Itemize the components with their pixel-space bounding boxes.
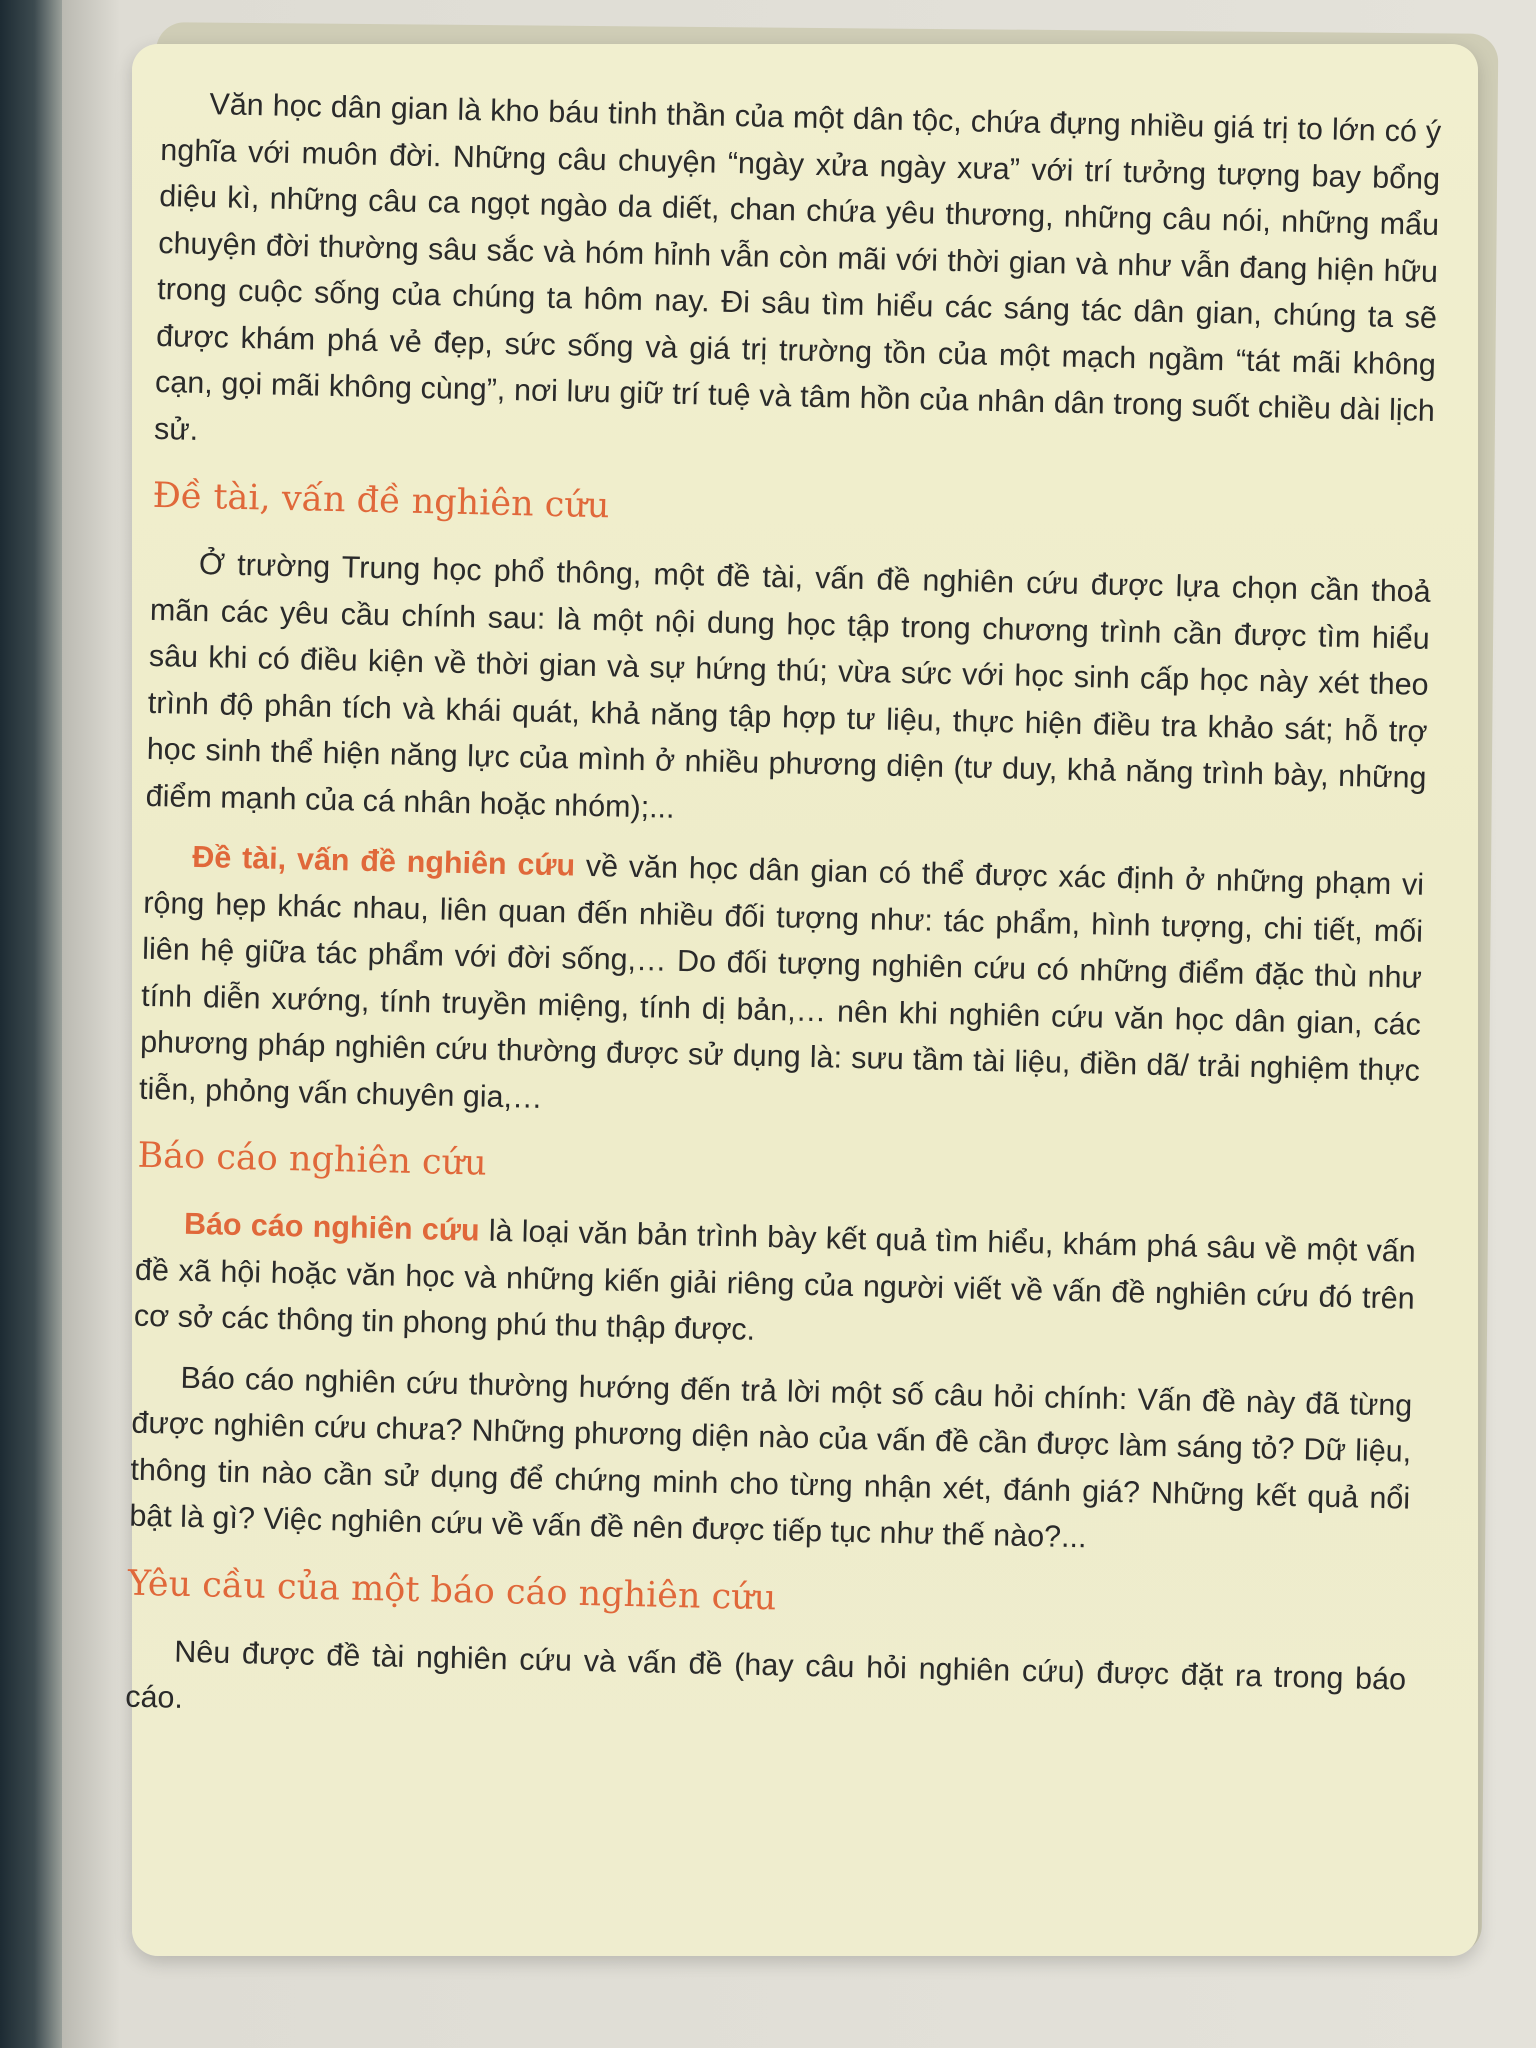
report-paragraph-1-text: là loại văn bản trình bày kết quả tìm hiểu, khám phá sâu về một vấn đề xã hội hoặc văn học và những kiến giải riêng của người viết về vấn đề nghiên cứu đó trên cơ sở các thông tin phong phú thu thập được. xyxy=(133,1213,1417,1347)
section-heading-topic: Đề tài, vấn đề nghiên cứu xyxy=(152,475,610,527)
report-paragraph-1 xyxy=(133,1200,1416,1369)
report-term: Báo cáo nghiên cứu xyxy=(183,1206,480,1248)
section-heading-report: Báo cáo nghiên cứu xyxy=(137,1135,488,1184)
book-spine xyxy=(0,0,62,2048)
text-card xyxy=(124,44,1478,1956)
topic-term: Đề tài, vấn đề nghiên cứu xyxy=(191,839,576,883)
topic-paragraph-2 xyxy=(139,833,1425,1141)
requirements-paragraph-1: Nêu được đề tài nghiên cứu và vấn đề (hay câu hỏi nghiên cứu) được đặt ra trong báo cáo. xyxy=(124,1634,1407,1715)
topic-paragraph-1: Ở trường Trung học phổ thông, một đề tài, vấn đề nghiên cứu được lựa chọn cần thoả mãn các yêu cầu chính sau: là một nội dung học tập trong chương trình cần được tìm hiểu sâu khi có điều kiện về thời gian và sự hứng thú; vừa sức với học sinh cấp học này xét theo trình độ phân tích và khái quát, khả năng tập hợp tư liệu, thực hiện điều tra khảo sát; hỗ trợ học sinh thể hiện năng lực của mình ở nhiều phương diện (tư duy, khả năng trình bày, những điểm mạnh của cá nhân hoặc nhóm);... xyxy=(145,546,1432,825)
topic-paragraph-2-text: về văn học dân gian có thể được xác định ở những phạm vi rộng hẹp khác nhau, liên quan đến nhiều đối tượng như: tác phẩm, hình tượng, chi tiết, mối liên hệ giữa tác phẩm với đời sống,… Do đối tượng nghiên cứu có những điểm đặc thù như tính diễn xướng, tính truyền miệng, tính dị bản,… nên khi nghiên cứu văn học dân gian, các phương pháp nghiên cứu thường được sử dụng là: sưu tầm tài liệu, điền dã/ trải nghiệm thực tiễn, phỏng vấn chuyên gia,… xyxy=(138,848,1425,1115)
intro-paragraph: Văn học dân gian là kho báu tinh thần của một dân tộc, chứa đựng nhiều giá trị to lớn có ý nghĩa với muôn đời. Những câu chuyện “ngày xửa ngày xưa” với trí tưởng tượng bay bổng diệu kì, những câu ca ngọt ngào da diết, chan chứa yêu thương, những câu nói, những mẩu chuyện đời thường sâu sắc và hóm hỉnh vẫn còn mãi với thời gian và như vẫn đang hiện hữu trong cuộc sống của chúng ta hôm nay. Đi sâu tìm hiểu các sáng tác dân gian, chúng ta sẽ được khám phá vẻ đẹp, sức sống và giá trị trường tồn của một mạch ngầm “tát mãi không cạn, gọi mãi không cùng”, nơi lưu giữ trí tuệ và tâm hồn của nhân dân trong suốt chiều dài lịch sử. xyxy=(153,87,1442,447)
section-heading-requirements: Yêu cầu của một báo cáo nghiên cứu xyxy=(127,1563,777,1618)
card-content xyxy=(125,80,1442,1757)
report-paragraph-2: Báo cáo nghiên cứu thường hướng đến trả lời một số câu hỏi chính: Vấn đề này đã từng được nghiên cứu chưa? Những phương diện nào của vấn đề cần được làm sáng tỏ? Dữ liệu, thông tin nào cần sử dụng để chứng minh cho từng nhận xét, đánh giá? Những kết quả nổi bật là gì? Việc nghiên cứu về vấn đề nên được tiếp tục như thế nào?... xyxy=(129,1360,1413,1555)
